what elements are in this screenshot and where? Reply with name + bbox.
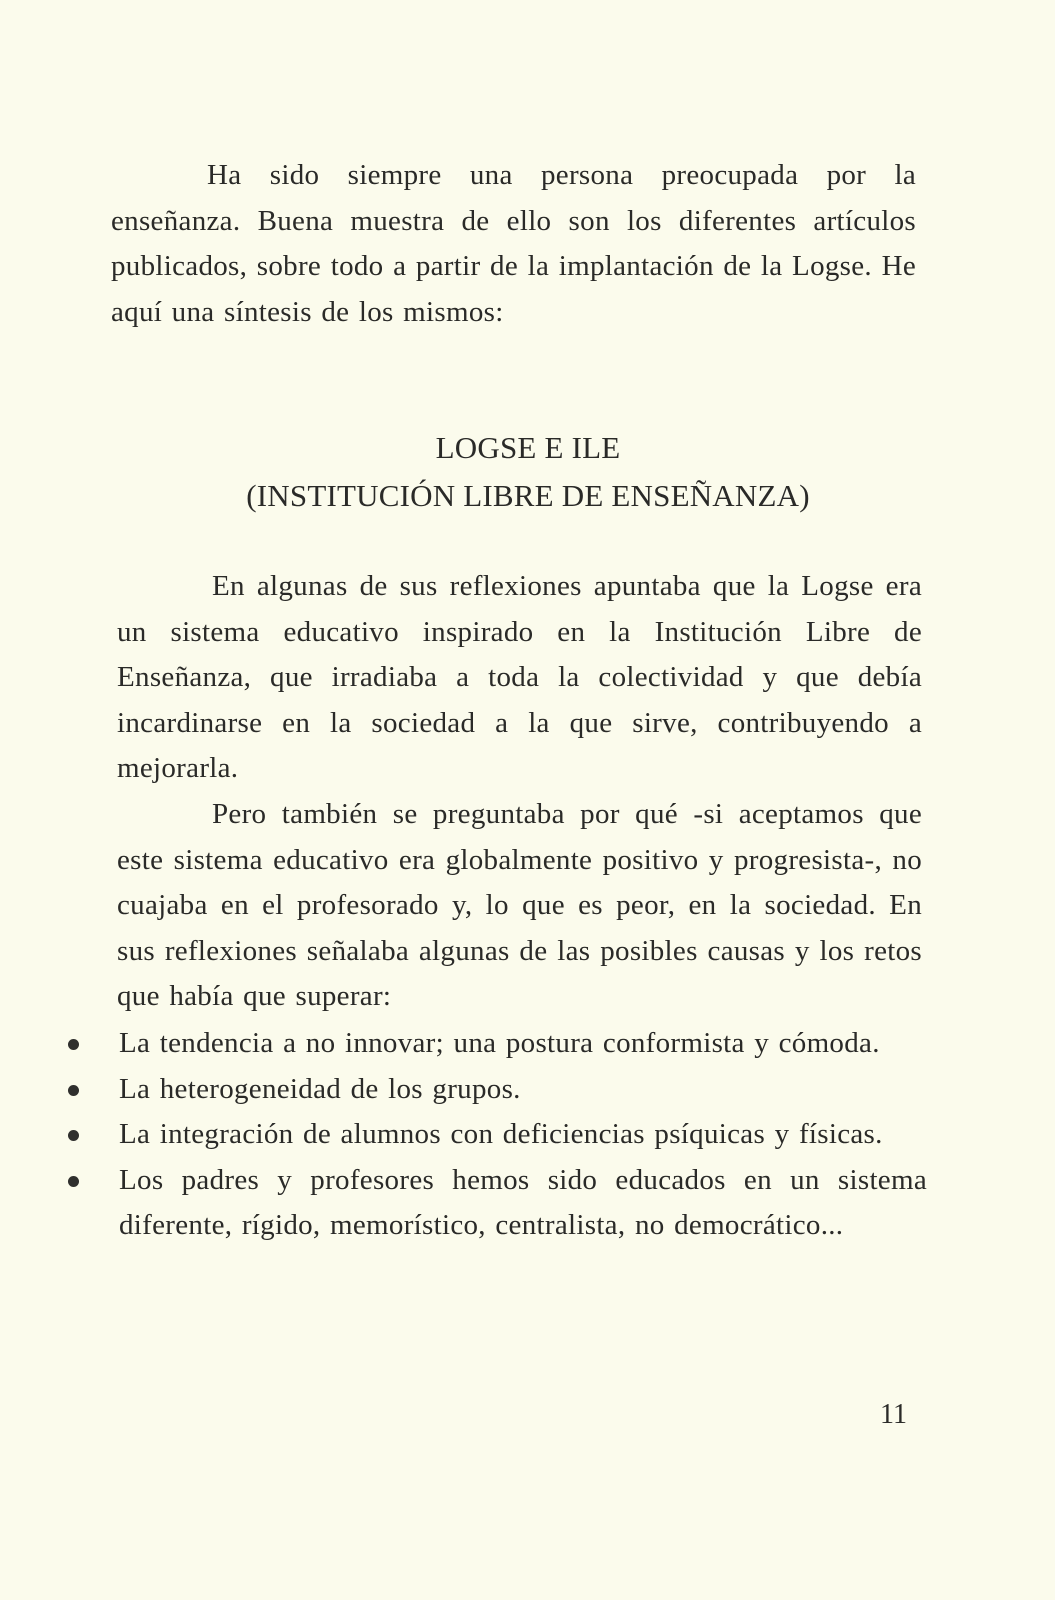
- intro-paragraph: Ha sido siempre una persona preocupada por la enseñanza. Buena muestra de ello son los diferentes artículos publicados, sobre todo a partir de la implantación de la Logse. He aquí una síntesis de los mismos:: [111, 159, 916, 328]
- body-paragraph-2: Pero también se preguntaba por qué -si aceptamos que este sistema educativo era globalmente positivo y progresista-, no cuajaba en el profesorado y, lo que es peor, en la sociedad. En sus reflexiones señalaba algunas de las posibles causas y los retos que había que superar:: [117, 798, 922, 1012]
- bullet-dot-icon: [68, 1176, 79, 1187]
- bullet-text-1: La tendencia a no innovar; una postura conformista y cómoda.: [119, 1027, 880, 1059]
- bullet-text-4: Los padres y profesores hemos sido educados en un sistema diferente, rígido, memorístico, centralista, no democrático...: [119, 1163, 927, 1241]
- bullet-list: [0, 1021, 1055, 1249]
- section-title-line-1: LOGSE E ILE: [435, 430, 621, 465]
- bullet-dot-icon: [68, 1085, 79, 1096]
- bullet-item-3: [0, 1112, 927, 1158]
- bullet-dot-icon: [68, 1130, 79, 1141]
- section-title-line-2: (INSTITUCIÓN LIBRE DE ENSEÑANZA): [246, 478, 810, 513]
- bullet-item-4: [0, 1158, 927, 1249]
- body-paragraph-1: En algunas de sus reflexiones apuntaba que la Logse era un sistema educativo inspirado en la Institución Libre de Enseñanza, que irradiaba a toda la colectividad y que debía incardinarse en la sociedad a la que sirve, contribuyendo a mejorarla.: [117, 570, 922, 784]
- bullet-dot-icon: [68, 1039, 79, 1050]
- bullet-text-2: La heterogeneidad de los grupos.: [119, 1072, 521, 1105]
- page-number: 11: [880, 1399, 907, 1430]
- bullet-item-2: [0, 1067, 927, 1113]
- bullet-item-1: [0, 1021, 927, 1067]
- bullet-text-3: La integración de alumnos con deficiencias psíquicas y físicas.: [119, 1118, 883, 1150]
